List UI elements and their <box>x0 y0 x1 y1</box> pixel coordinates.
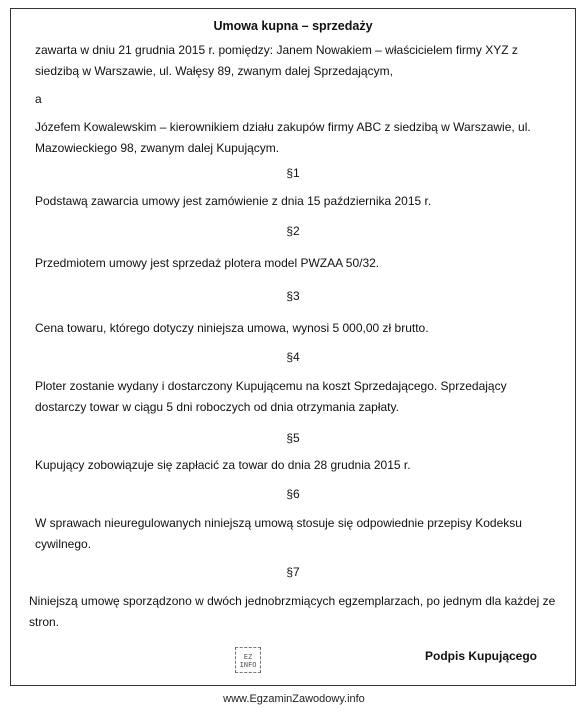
section-heading-6: §6 <box>286 487 300 501</box>
buyer-signature-label: Podpis Kupującego <box>425 649 538 663</box>
stamp-logo: EZ INFO <box>235 647 261 673</box>
section-heading-5: §5 <box>286 431 300 445</box>
section-text-5: Kupujący zobowiązuje się zapłacić za towar do dnia 28 grudnia 2015 r. <box>35 458 411 472</box>
section-heading-3: §3 <box>286 289 300 303</box>
intro-buyer: Józefem Kowalewskim – kierownikiem działu zakupów firmy ABC z siedzibą w Warszawie, ul. Mazowieckiego 98, zwanym dalej Kupującym. <box>35 120 531 155</box>
section-heading-2: §2 <box>286 224 300 238</box>
section-text-4: Ploter zostanie wydany i dostarczony Kupującemu na koszt Sprzedającego. Sprzedający dostarczy towar w ciągu 5 dni roboczych od dnia otrzymania zapłaty. <box>35 379 507 414</box>
intro-seller: zawarta w dniu 21 grudnia 2015 r. pomiędzy: Janem Nowakiem – właścicielem firmy XYZ z siedzibą w Warszawie, ul. Wałęsy 89, zwanym dalej Sprzedającym, <box>35 43 518 78</box>
section-text-2: Przedmiotem umowy jest sprzedaż plotera model PWZAA 50/32. <box>35 256 380 270</box>
contract-document <box>10 8 576 686</box>
section-heading-1: §1 <box>286 166 300 180</box>
document-title: Umowa kupna – sprzedaży <box>213 19 373 33</box>
section-heading-7: §7 <box>286 565 300 579</box>
intro-conjunction: a <box>35 92 42 106</box>
section-text-3: Cena towaru, którego dotyczy niniejsza umowa, wynosi 5 000,00 zł brutto. <box>35 321 429 335</box>
section-heading-4: §4 <box>286 350 300 364</box>
section-text-6: W sprawach nieuregulowanych niniejszą umową stosuje się odpowiednie przepisy Kodeksu cywilnego. <box>35 516 522 551</box>
footer-url: www.EgzaminZawodowy.info <box>223 693 365 705</box>
section-text-1: Podstawą zawarcia umowy jest zamówienie z dnia 15 października 2015 r. <box>35 194 432 208</box>
section-text-7: Niniejszą umowę sporządzono w dwóch jednobrzmiących egzemplarzach, po jednym dla każdej ze stron. <box>29 594 556 629</box>
